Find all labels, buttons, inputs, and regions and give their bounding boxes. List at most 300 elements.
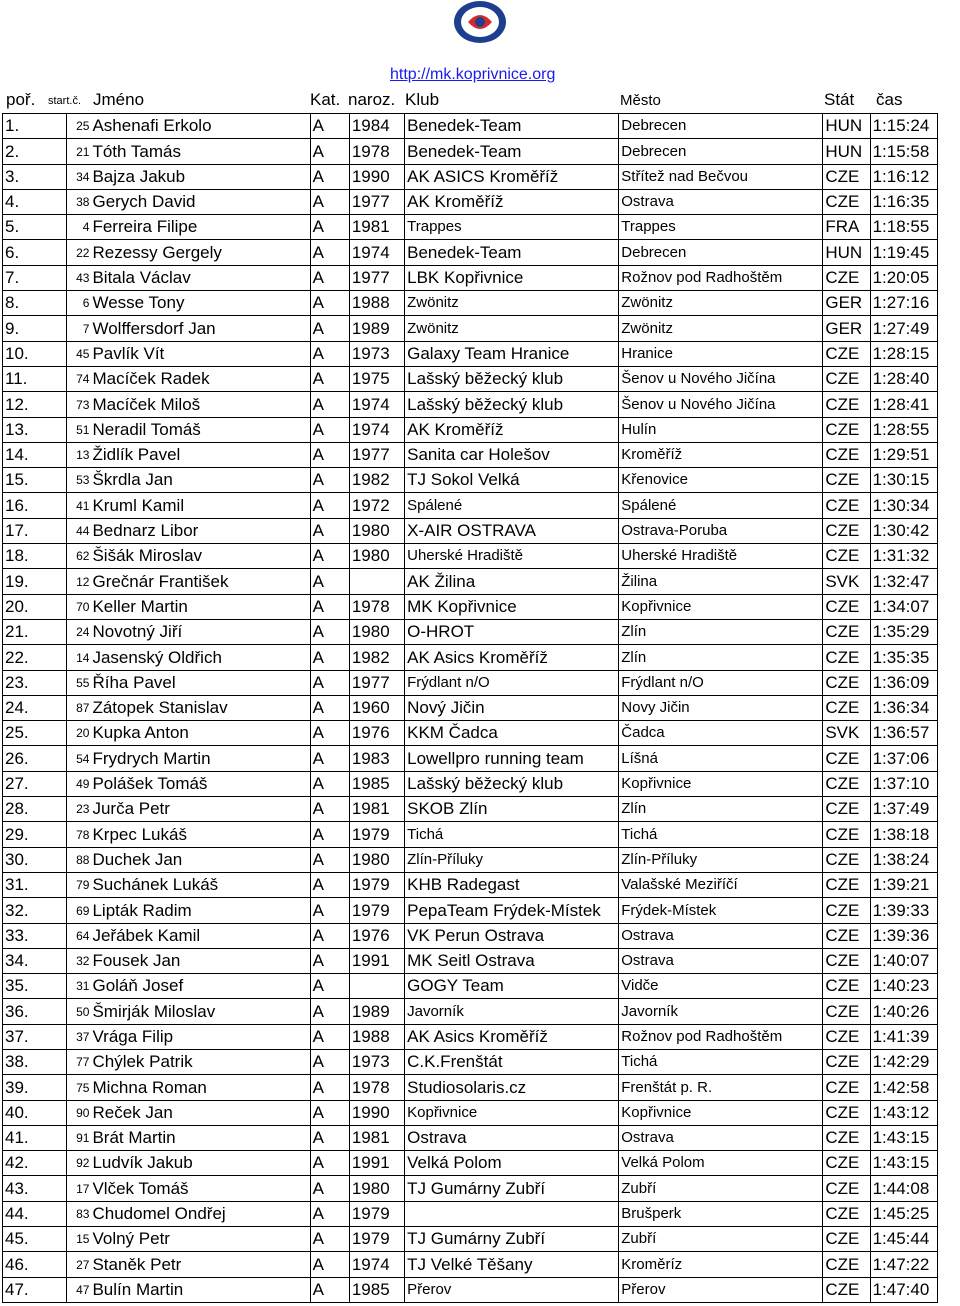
name-cell: Vrága Filip bbox=[90, 1024, 310, 1049]
start-number-cell: 24 bbox=[67, 619, 91, 644]
time-cell: 1:39:36 bbox=[870, 923, 937, 948]
category-cell: A bbox=[310, 366, 349, 391]
rank-cell: 31. bbox=[3, 872, 67, 897]
club-cell: Lowellpro running team bbox=[405, 746, 619, 771]
club-cell: VK Perun Ostrava bbox=[405, 923, 619, 948]
rank-cell: 41. bbox=[3, 1125, 67, 1150]
time-cell: 1:28:15 bbox=[870, 341, 937, 366]
table-row bbox=[3, 1277, 938, 1302]
club-cell bbox=[405, 1201, 619, 1226]
start-number-cell: 79 bbox=[67, 872, 91, 897]
start-number-cell: 44 bbox=[67, 518, 91, 543]
birth-year-cell: 1974 bbox=[349, 392, 404, 417]
header-state: Stát bbox=[824, 90, 855, 109]
city-cell: Frýdek-Místek bbox=[619, 898, 823, 923]
category-cell: A bbox=[310, 316, 349, 341]
table-row bbox=[3, 518, 938, 543]
state-cell: CZE bbox=[823, 847, 870, 872]
rank-cell: 34. bbox=[3, 948, 67, 973]
category-cell: A bbox=[310, 1151, 349, 1176]
club-cell: Benedek-Team bbox=[405, 139, 619, 164]
rank-cell: 6. bbox=[3, 240, 67, 265]
time-cell: 1:29:51 bbox=[870, 442, 937, 467]
category-cell: A bbox=[310, 189, 349, 214]
table-row bbox=[3, 240, 938, 265]
table-row bbox=[3, 189, 938, 214]
category-cell: A bbox=[310, 1201, 349, 1226]
state-cell: CZE bbox=[823, 948, 870, 973]
state-cell: CZE bbox=[823, 1227, 870, 1252]
rank-cell: 19. bbox=[3, 569, 67, 594]
city-cell: Novy Jičin bbox=[619, 695, 823, 720]
state-cell: CZE bbox=[823, 1201, 870, 1226]
birth-year-cell: 1977 bbox=[349, 265, 404, 290]
city-cell: Ostrava-Poruba bbox=[619, 518, 823, 543]
club-cell: TJ Gumárny Zubří bbox=[405, 1176, 619, 1201]
name-cell: Škrdla Jan bbox=[90, 468, 310, 493]
club-cell: TJ Gumárny Zubří bbox=[405, 1227, 619, 1252]
name-cell: Zátopek Stanislav bbox=[90, 695, 310, 720]
time-cell: 1:43:15 bbox=[870, 1125, 937, 1150]
club-cell: Tichá bbox=[405, 822, 619, 847]
time-cell: 1:32:47 bbox=[870, 569, 937, 594]
time-cell: 1:43:12 bbox=[870, 1100, 937, 1125]
category-cell: A bbox=[310, 341, 349, 366]
name-cell: Ashenafi Erkolo bbox=[90, 114, 310, 139]
city-cell: Křenovice bbox=[619, 468, 823, 493]
club-cell: Lašský běžecký klub bbox=[405, 366, 619, 391]
state-cell: CZE bbox=[823, 619, 870, 644]
city-cell: Kroměříž bbox=[619, 442, 823, 467]
name-cell: Chudomel Ondřej bbox=[90, 1201, 310, 1226]
name-cell: Wolffersdorf Jan bbox=[90, 316, 310, 341]
start-number-cell: 88 bbox=[67, 847, 91, 872]
club-cell: TJ Sokol Velká bbox=[405, 468, 619, 493]
club-cell: GOGY Team bbox=[405, 974, 619, 999]
city-cell: Šenov u Nového Jičína bbox=[619, 392, 823, 417]
category-cell: A bbox=[310, 645, 349, 670]
birth-year-cell: 1989 bbox=[349, 316, 404, 341]
birth-year-cell: 1985 bbox=[349, 771, 404, 796]
city-cell: Spálené bbox=[619, 493, 823, 518]
start-number-cell: 7 bbox=[67, 316, 91, 341]
start-number-cell: 14 bbox=[67, 645, 91, 670]
category-cell: A bbox=[310, 215, 349, 240]
rank-cell: 7. bbox=[3, 265, 67, 290]
time-cell: 1:37:10 bbox=[870, 771, 937, 796]
city-cell: Debrecen bbox=[619, 114, 823, 139]
category-cell: A bbox=[310, 1075, 349, 1100]
time-cell: 1:15:24 bbox=[870, 114, 937, 139]
time-cell: 1:40:07 bbox=[870, 948, 937, 973]
state-cell: CZE bbox=[823, 1100, 870, 1125]
club-cell: Zlín-Příluky bbox=[405, 847, 619, 872]
rank-cell: 36. bbox=[3, 999, 67, 1024]
time-cell: 1:19:45 bbox=[870, 240, 937, 265]
time-cell: 1:40:23 bbox=[870, 974, 937, 999]
state-cell: CZE bbox=[823, 366, 870, 391]
start-number-cell: 15 bbox=[67, 1227, 91, 1252]
time-cell: 1:47:22 bbox=[870, 1252, 937, 1277]
category-cell: A bbox=[310, 822, 349, 847]
club-cell: AK Kroměříž bbox=[405, 189, 619, 214]
category-cell: A bbox=[310, 847, 349, 872]
name-cell: Novotný Jiří bbox=[90, 619, 310, 644]
state-cell: CZE bbox=[823, 189, 870, 214]
club-cell: Javorník bbox=[405, 999, 619, 1024]
table-row bbox=[3, 594, 938, 619]
city-cell: Trappes bbox=[619, 215, 823, 240]
rank-cell: 17. bbox=[3, 518, 67, 543]
start-number-cell: 4 bbox=[67, 215, 91, 240]
rank-cell: 47. bbox=[3, 1277, 67, 1302]
club-cell: C.K.Frenštát bbox=[405, 1049, 619, 1074]
birth-year-cell bbox=[349, 569, 404, 594]
time-cell: 1:42:58 bbox=[870, 1075, 937, 1100]
table-row bbox=[3, 493, 938, 518]
state-cell: FRA bbox=[823, 215, 870, 240]
club-cell: Benedek-Team bbox=[405, 240, 619, 265]
name-cell: Duchek Jan bbox=[90, 847, 310, 872]
name-cell: Suchánek Lukáš bbox=[90, 872, 310, 897]
city-cell: Debrecen bbox=[619, 139, 823, 164]
start-number-cell: 21 bbox=[67, 139, 91, 164]
city-cell: Zwönitz bbox=[619, 291, 823, 316]
time-cell: 1:44:08 bbox=[870, 1176, 937, 1201]
table-row bbox=[3, 645, 938, 670]
start-number-cell: 53 bbox=[67, 468, 91, 493]
club-cell: X-AIR OSTRAVA bbox=[405, 518, 619, 543]
table-row bbox=[3, 1201, 938, 1226]
name-cell: Staněk Petr bbox=[90, 1252, 310, 1277]
name-cell: Neradil Tomáš bbox=[90, 417, 310, 442]
rank-cell: 1. bbox=[3, 114, 67, 139]
club-cell: PepaTeam Frýdek-Místek bbox=[405, 898, 619, 923]
birth-year-cell: 1978 bbox=[349, 594, 404, 619]
time-cell: 1:36:57 bbox=[870, 721, 937, 746]
start-number-cell: 17 bbox=[67, 1176, 91, 1201]
city-cell: Debrecen bbox=[619, 240, 823, 265]
rank-cell: 43. bbox=[3, 1176, 67, 1201]
birth-year-cell: 1979 bbox=[349, 1227, 404, 1252]
city-cell: Čadca bbox=[619, 721, 823, 746]
rank-cell: 27. bbox=[3, 771, 67, 796]
rank-cell: 15. bbox=[3, 468, 67, 493]
city-cell: Brušperk bbox=[619, 1201, 823, 1226]
state-cell: CZE bbox=[823, 1024, 870, 1049]
table-row bbox=[3, 746, 938, 771]
city-cell: Kopřivnice bbox=[619, 771, 823, 796]
city-cell: Kopřivnice bbox=[619, 594, 823, 619]
state-cell: CZE bbox=[823, 1277, 870, 1302]
club-cell: AK Kroměříž bbox=[405, 417, 619, 442]
rank-cell: 38. bbox=[3, 1049, 67, 1074]
club-cell: Trappes bbox=[405, 215, 619, 240]
birth-year-cell: 1989 bbox=[349, 999, 404, 1024]
club-cell: AK Žilina bbox=[405, 569, 619, 594]
city-cell: Střítež nad Bečvou bbox=[619, 164, 823, 189]
table-row bbox=[3, 1252, 938, 1277]
city-cell: Velká Polom bbox=[619, 1151, 823, 1176]
header-city: Město bbox=[620, 92, 661, 109]
time-cell: 1:30:42 bbox=[870, 518, 937, 543]
club-cell: Přerov bbox=[405, 1277, 619, 1302]
table-row bbox=[3, 1075, 938, 1100]
name-cell: Reček Jan bbox=[90, 1100, 310, 1125]
birth-year-cell: 1976 bbox=[349, 923, 404, 948]
table-row bbox=[3, 417, 938, 442]
time-cell: 1:37:06 bbox=[870, 746, 937, 771]
city-cell: Frýdlant n/O bbox=[619, 670, 823, 695]
state-cell: CZE bbox=[823, 1151, 870, 1176]
table-row bbox=[3, 215, 938, 240]
start-number-cell: 69 bbox=[67, 898, 91, 923]
category-cell: A bbox=[310, 974, 349, 999]
rank-cell: 30. bbox=[3, 847, 67, 872]
name-cell: Macíček Radek bbox=[90, 366, 310, 391]
category-cell: A bbox=[310, 569, 349, 594]
club-cell: KHB Radegast bbox=[405, 872, 619, 897]
state-cell: CZE bbox=[823, 392, 870, 417]
time-cell: 1:28:55 bbox=[870, 417, 937, 442]
rank-cell: 23. bbox=[3, 670, 67, 695]
rank-cell: 26. bbox=[3, 746, 67, 771]
category-cell: A bbox=[310, 1176, 349, 1201]
city-cell: Hranice bbox=[619, 341, 823, 366]
name-cell: Frydrych Martin bbox=[90, 746, 310, 771]
state-cell: CZE bbox=[823, 442, 870, 467]
time-cell: 1:40:26 bbox=[870, 999, 937, 1024]
header-time: čas bbox=[876, 90, 903, 109]
table-row bbox=[3, 316, 938, 341]
state-cell: CZE bbox=[823, 1049, 870, 1074]
birth-year-cell: 1974 bbox=[349, 417, 404, 442]
birth-year-cell: 1991 bbox=[349, 1151, 404, 1176]
club-cell: Velká Polom bbox=[405, 1151, 619, 1176]
table-row bbox=[3, 721, 938, 746]
name-cell: Fousek Jan bbox=[90, 948, 310, 973]
club-cell: Benedek-Team bbox=[405, 114, 619, 139]
city-cell: Ostrava bbox=[619, 948, 823, 973]
table-row bbox=[3, 999, 938, 1024]
name-cell: Pavlík Vít bbox=[90, 341, 310, 366]
rank-cell: 2. bbox=[3, 139, 67, 164]
name-cell: Goláň Josef bbox=[90, 974, 310, 999]
birth-year-cell: 1982 bbox=[349, 468, 404, 493]
state-cell: CZE bbox=[823, 164, 870, 189]
table-row bbox=[3, 1176, 938, 1201]
birth-year-cell: 1974 bbox=[349, 240, 404, 265]
birth-year-cell: 1981 bbox=[349, 215, 404, 240]
table-row bbox=[3, 1227, 938, 1252]
city-cell: Vidče bbox=[619, 974, 823, 999]
table-row bbox=[3, 164, 938, 189]
time-cell: 1:39:33 bbox=[870, 898, 937, 923]
category-cell: A bbox=[310, 948, 349, 973]
time-cell: 1:36:09 bbox=[870, 670, 937, 695]
table-row bbox=[3, 1024, 938, 1049]
start-number-cell: 12 bbox=[67, 569, 91, 594]
birth-year-cell: 1982 bbox=[349, 645, 404, 670]
category-cell: A bbox=[310, 872, 349, 897]
state-cell: SVK bbox=[823, 721, 870, 746]
birth-year-cell: 1977 bbox=[349, 670, 404, 695]
city-cell: Frenštát p. R. bbox=[619, 1075, 823, 1100]
name-cell: Jeřábek Kamil bbox=[90, 923, 310, 948]
birth-year-cell: 1985 bbox=[349, 1277, 404, 1302]
name-cell: Šmirják Miloslav bbox=[90, 999, 310, 1024]
start-number-cell: 27 bbox=[67, 1252, 91, 1277]
start-number-cell: 62 bbox=[67, 544, 91, 569]
start-number-cell: 20 bbox=[67, 721, 91, 746]
state-cell: GER bbox=[823, 316, 870, 341]
name-cell: Macíček Miloš bbox=[90, 392, 310, 417]
club-cell: Ostrava bbox=[405, 1125, 619, 1150]
state-cell: CZE bbox=[823, 1125, 870, 1150]
start-number-cell: 37 bbox=[67, 1024, 91, 1049]
club-cell: O-HROT bbox=[405, 619, 619, 644]
birth-year-cell: 1990 bbox=[349, 1100, 404, 1125]
header-name: Jméno bbox=[93, 90, 145, 109]
name-cell: Kruml Kamil bbox=[90, 493, 310, 518]
rank-cell: 35. bbox=[3, 974, 67, 999]
name-cell: Bajza Jakub bbox=[90, 164, 310, 189]
time-cell: 1:43:15 bbox=[870, 1151, 937, 1176]
time-cell: 1:18:55 bbox=[870, 215, 937, 240]
rank-cell: 37. bbox=[3, 1024, 67, 1049]
name-cell: Vlček Tomáš bbox=[90, 1176, 310, 1201]
state-cell: HUN bbox=[823, 139, 870, 164]
city-cell: Javorník bbox=[619, 999, 823, 1024]
name-cell: Říha Pavel bbox=[90, 670, 310, 695]
name-cell: Tóth Tamás bbox=[90, 139, 310, 164]
name-cell: Polášek Tomáš bbox=[90, 771, 310, 796]
state-cell: CZE bbox=[823, 670, 870, 695]
birth-year-cell: 1973 bbox=[349, 1049, 404, 1074]
state-cell: CZE bbox=[823, 594, 870, 619]
table-row bbox=[3, 392, 938, 417]
name-cell: Volný Petr bbox=[90, 1227, 310, 1252]
category-cell: A bbox=[310, 898, 349, 923]
birth-year-cell: 1980 bbox=[349, 847, 404, 872]
category-cell: A bbox=[310, 594, 349, 619]
state-cell: CZE bbox=[823, 544, 870, 569]
name-cell: Židlík Pavel bbox=[90, 442, 310, 467]
state-cell: CZE bbox=[823, 1075, 870, 1100]
start-number-cell: 34 bbox=[67, 164, 91, 189]
table-row bbox=[3, 341, 938, 366]
club-cell: Kopřivnice bbox=[405, 1100, 619, 1125]
name-cell: Chýlek Patrik bbox=[90, 1049, 310, 1074]
birth-year-cell: 1979 bbox=[349, 872, 404, 897]
table-row bbox=[3, 569, 938, 594]
time-cell: 1:38:24 bbox=[870, 847, 937, 872]
birth-year-cell: 1977 bbox=[349, 442, 404, 467]
start-number-cell: 25 bbox=[67, 114, 91, 139]
club-cell: AK Asics Kroměříž bbox=[405, 1024, 619, 1049]
rank-cell: 24. bbox=[3, 695, 67, 720]
time-cell: 1:45:44 bbox=[870, 1227, 937, 1252]
time-cell: 1:27:16 bbox=[870, 291, 937, 316]
city-cell: Zwönitz bbox=[619, 316, 823, 341]
state-cell: CZE bbox=[823, 872, 870, 897]
rank-cell: 3. bbox=[3, 164, 67, 189]
state-cell: CZE bbox=[823, 645, 870, 670]
table-row bbox=[3, 847, 938, 872]
club-cell: MK Kopřivnice bbox=[405, 594, 619, 619]
table-row bbox=[3, 898, 938, 923]
birth-year-cell: 1960 bbox=[349, 695, 404, 720]
table-row bbox=[3, 872, 938, 897]
category-cell: A bbox=[310, 544, 349, 569]
rank-cell: 33. bbox=[3, 923, 67, 948]
time-cell: 1:31:32 bbox=[870, 544, 937, 569]
state-cell: CZE bbox=[823, 923, 870, 948]
category-cell: A bbox=[310, 392, 349, 417]
city-cell: Rožnov pod Radhoštěm bbox=[619, 265, 823, 290]
city-cell: Kroměríz bbox=[619, 1252, 823, 1277]
name-cell: Bulín Martin bbox=[90, 1277, 310, 1302]
birth-year-cell: 1988 bbox=[349, 1024, 404, 1049]
rank-cell: 11. bbox=[3, 366, 67, 391]
rank-cell: 9. bbox=[3, 316, 67, 341]
website-link[interactable]: http://mk.koprivnice.org bbox=[390, 66, 556, 83]
start-number-cell: 70 bbox=[67, 594, 91, 619]
birth-year-cell: 1980 bbox=[349, 619, 404, 644]
start-number-cell: 78 bbox=[67, 822, 91, 847]
start-number-cell: 22 bbox=[67, 240, 91, 265]
start-number-cell: 6 bbox=[67, 291, 91, 316]
time-cell: 1:27:49 bbox=[870, 316, 937, 341]
table-row bbox=[3, 265, 938, 290]
rank-cell: 39. bbox=[3, 1075, 67, 1100]
time-cell: 1:16:12 bbox=[870, 164, 937, 189]
name-cell: Ludvík Jakub bbox=[90, 1151, 310, 1176]
club-cell: Zwönitz bbox=[405, 291, 619, 316]
time-cell: 1:39:21 bbox=[870, 872, 937, 897]
rank-cell: 16. bbox=[3, 493, 67, 518]
category-cell: A bbox=[310, 265, 349, 290]
name-cell: Rezessy Gergely bbox=[90, 240, 310, 265]
time-cell: 1:35:29 bbox=[870, 619, 937, 644]
category-cell: A bbox=[310, 1049, 349, 1074]
category-cell: A bbox=[310, 1024, 349, 1049]
club-cell: Lašský běžecký klub bbox=[405, 392, 619, 417]
name-cell: Jasenský Oldřich bbox=[90, 645, 310, 670]
birth-year-cell: 1980 bbox=[349, 1176, 404, 1201]
category-cell: A bbox=[310, 1227, 349, 1252]
table-row bbox=[3, 114, 938, 139]
birth-year-cell: 1981 bbox=[349, 797, 404, 822]
category-cell: A bbox=[310, 1100, 349, 1125]
table-row bbox=[3, 442, 938, 467]
category-cell: A bbox=[310, 1277, 349, 1302]
state-cell: CZE bbox=[823, 468, 870, 493]
city-cell: Žilina bbox=[619, 569, 823, 594]
city-cell: Ostrava bbox=[619, 189, 823, 214]
table-row bbox=[3, 1100, 938, 1125]
category-cell: A bbox=[310, 721, 349, 746]
city-cell: Zlín-Příluky bbox=[619, 847, 823, 872]
start-number-cell: 90 bbox=[67, 1100, 91, 1125]
category-cell: A bbox=[310, 771, 349, 796]
start-number-cell: 51 bbox=[67, 417, 91, 442]
city-cell: Kopřivnice bbox=[619, 1100, 823, 1125]
state-cell: HUN bbox=[823, 240, 870, 265]
time-cell: 1:30:15 bbox=[870, 468, 937, 493]
table-row bbox=[3, 923, 938, 948]
start-number-cell: 92 bbox=[67, 1151, 91, 1176]
